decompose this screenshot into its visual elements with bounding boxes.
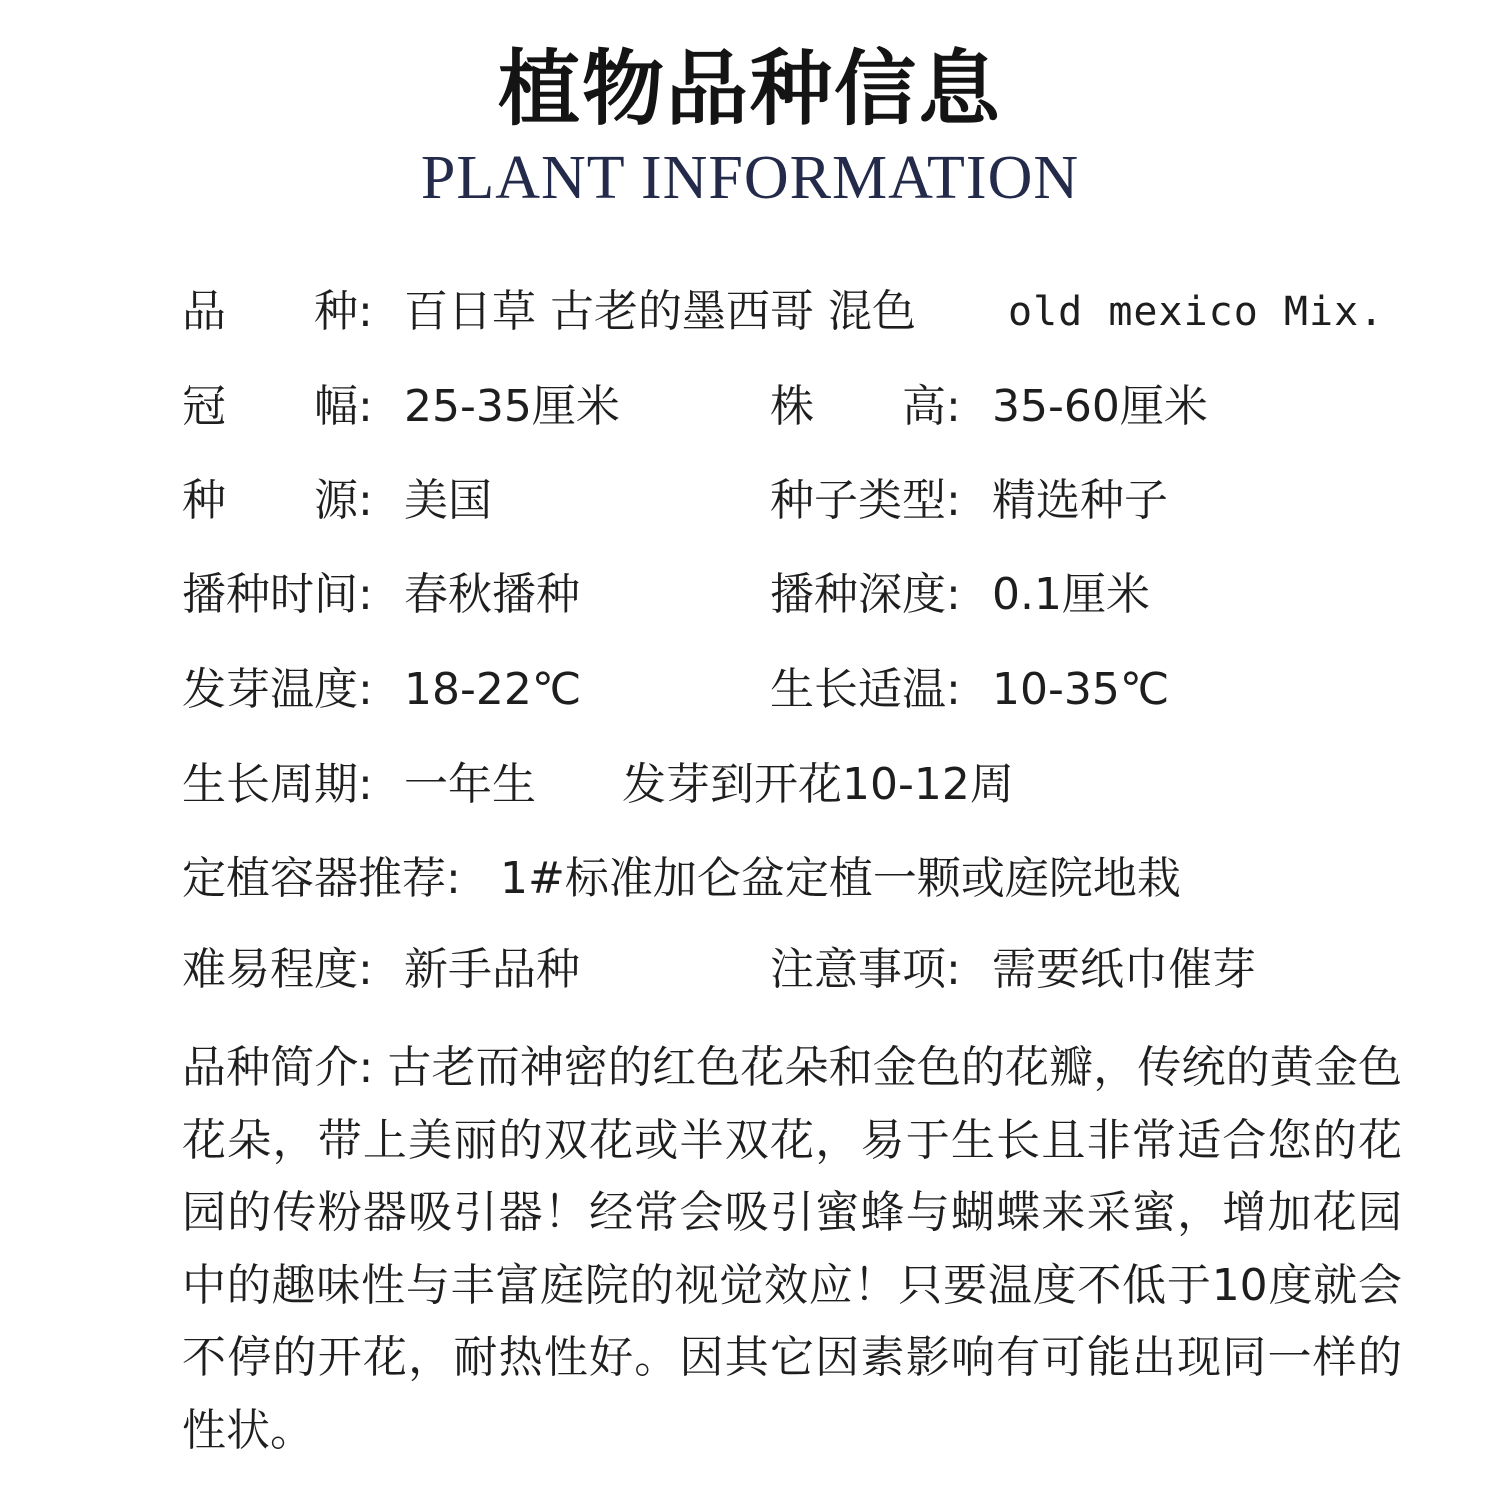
variety-value: 百日草 古老的墨西哥 混色 <box>404 286 916 337</box>
height-label: 株 高: <box>770 381 961 432</box>
notes-label: 注意事项: <box>770 944 961 995</box>
notes-value: 需要纸巾催芽 <box>992 944 1256 995</box>
seed-type-value: 精选种子 <box>992 475 1168 526</box>
sowing-row <box>182 565 1382 625</box>
origin-value: 美国 <box>404 475 492 526</box>
variety-label: 品 种: <box>182 286 373 337</box>
growth-cycle-row <box>182 755 1382 815</box>
intro-label: 品种简介: <box>182 1042 374 1093</box>
container-value: 1#标准加仑盆定植一颗或庭院地栽 <box>500 853 1181 904</box>
growth-cycle-extra: 发芽到开花10-12周 <box>622 759 1014 810</box>
growth-temp-value: 10-35℃ <box>992 664 1170 715</box>
temperature-row <box>182 660 1382 720</box>
page-title: 植物品种信息 <box>497 42 1002 137</box>
growth-temp-label: 生长适温: <box>770 664 961 715</box>
intro-text: 古老而神密的红色花朵和金色的花瓣，传统的黄金色花朵，带上美丽的双花或半双花，易于生长且非常适合您的花园的传粉器吸引器！经常会吸引蜜蜂与蝴蝶来采蜜，增加花园中的趣味性与丰富庭院的视觉效应！只要温度不低于10度就会不停的开花，耐热性好。因其它因素影响有可能出现同一样的性状。 <box>182 1042 1402 1456</box>
growth-cycle-label: 生长周期: <box>182 759 373 810</box>
sowing-depth-label: 播种深度: <box>770 569 961 620</box>
height-value: 35-60厘米 <box>992 381 1208 432</box>
germination-temp-label: 发芽温度: <box>182 664 373 715</box>
crown-height-row <box>182 377 1382 437</box>
container-label: 定植容器推荐: <box>182 853 461 904</box>
variety-latin-value: old mexico Mix. <box>1008 289 1385 335</box>
origin-seedtype-row <box>182 471 1382 531</box>
variety-intro <box>182 1032 1402 1467</box>
germination-temp-value: 18-22℃ <box>404 664 582 715</box>
sowing-time-label: 播种时间: <box>182 569 373 620</box>
crown-label: 冠 幅: <box>182 381 373 432</box>
crown-value: 25-35厘米 <box>404 381 620 432</box>
container-row <box>182 849 1382 909</box>
variety-row <box>182 282 1385 342</box>
difficulty-label: 难易程度: <box>182 944 373 995</box>
page-subtitle: PLANT INFORMATION <box>420 144 1080 212</box>
difficulty-notes-row <box>182 940 1382 1000</box>
growth-cycle-value: 一年生 <box>404 759 536 810</box>
sowing-time-value: 春秋播种 <box>404 569 580 620</box>
origin-label: 种 源: <box>182 475 373 526</box>
difficulty-value: 新手品种 <box>404 944 580 995</box>
sowing-depth-value: 0.1厘米 <box>992 569 1150 620</box>
seed-type-label: 种子类型: <box>770 475 961 526</box>
